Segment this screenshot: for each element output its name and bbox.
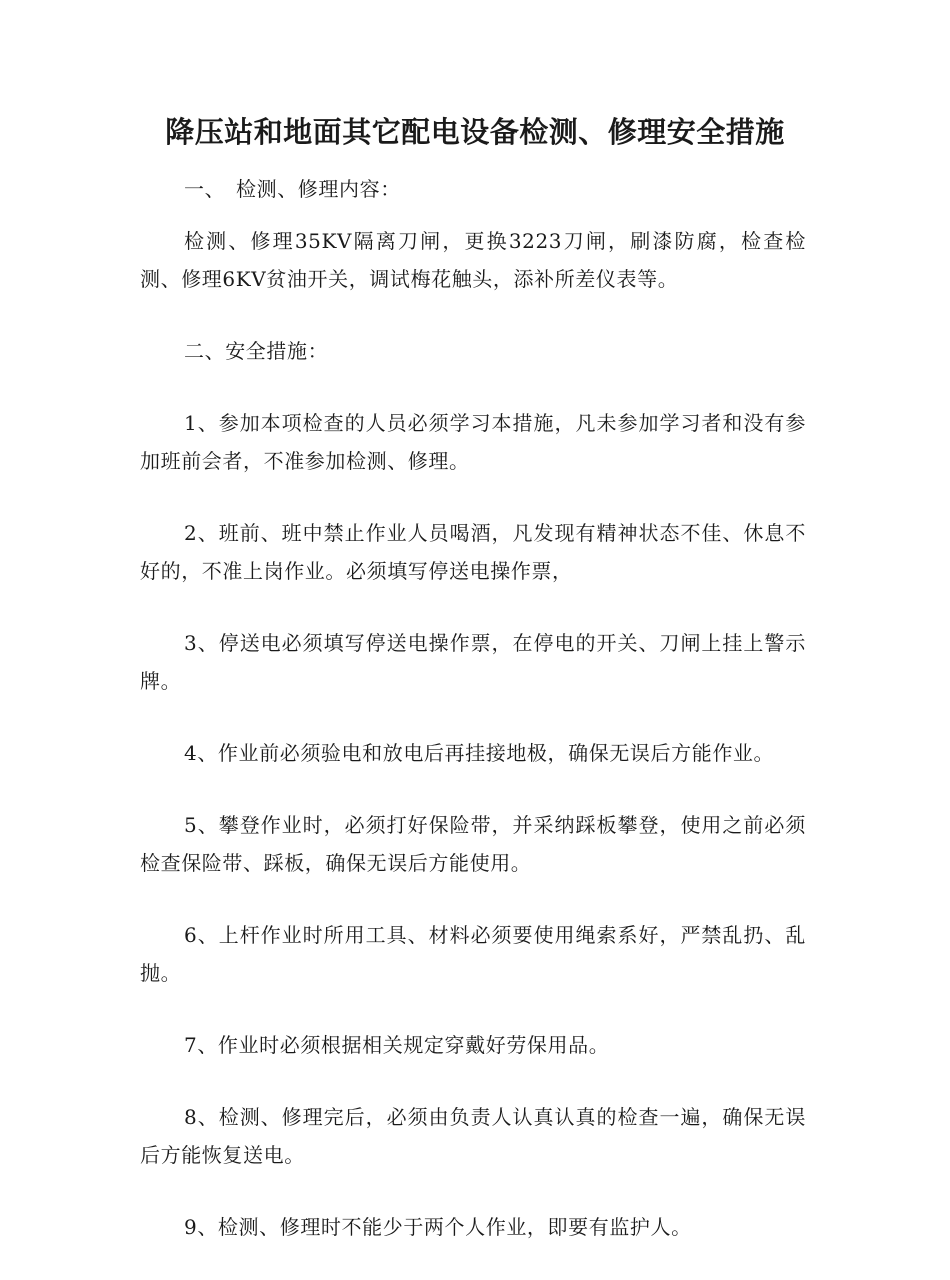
section-1-body: 检测、修理35KV隔离刀闸，更换3223刀闸，刷漆防腐，检查检测、修理6KV贫油开关，调试梅花触头，添补所差仪表等。 — [140, 229, 806, 291]
measure-item-2: 2、班前、班中禁止作业人员喝酒，凡发现有精神状态不佳、休息不好的，不准上岗作业。必须填写停送电操作票， — [140, 521, 806, 583]
measure-item-8: 8、检测、修理完后，必须由负责人认真认真的检查一遍，确保无误后方能恢复送电。 — [140, 1105, 806, 1167]
measure-item-9: 9、检测、修理时不能少于两个人作业，即要有监护人。 — [184, 1215, 692, 1239]
document-title: 降压站和地面其它配电设备检测、修理安全措施 — [165, 115, 785, 149]
section-1-heading-text: 检测、修理内容： — [236, 177, 401, 201]
document-body — [140, 170, 806, 1280]
section-2-heading: 二、安全措施： — [184, 339, 329, 363]
section-1-heading — [140, 170, 806, 208]
section-1-number: 一、 — [184, 177, 226, 201]
measure-item-7: 7、作业时必须根据相关规定穿戴好劳保用品。 — [184, 1033, 610, 1057]
measure-item-5: 5、攀登作业时，必须打好保险带，并采纳踩板攀登，使用之前必须检查保险带、踩板，确保无误后方能使用。 — [140, 813, 806, 875]
measure-item-4: 4、作业前必须验电和放电后再挂接地极，确保无误后方能作业。 — [184, 741, 775, 765]
measure-item-1: 1、参加本项检查的人员必须学习本措施，凡未参加学习者和没有参加班前会者，不准参加检测、修理。 — [140, 411, 806, 473]
measure-item-3: 3、停送电必须填写停送电操作票，在停电的开关、刀闸上挂上警示牌。 — [140, 631, 806, 693]
measure-item-6: 6、上杆作业时所用工具、材料必须要使用绳索系好，严禁乱扔、乱抛。 — [140, 923, 806, 985]
